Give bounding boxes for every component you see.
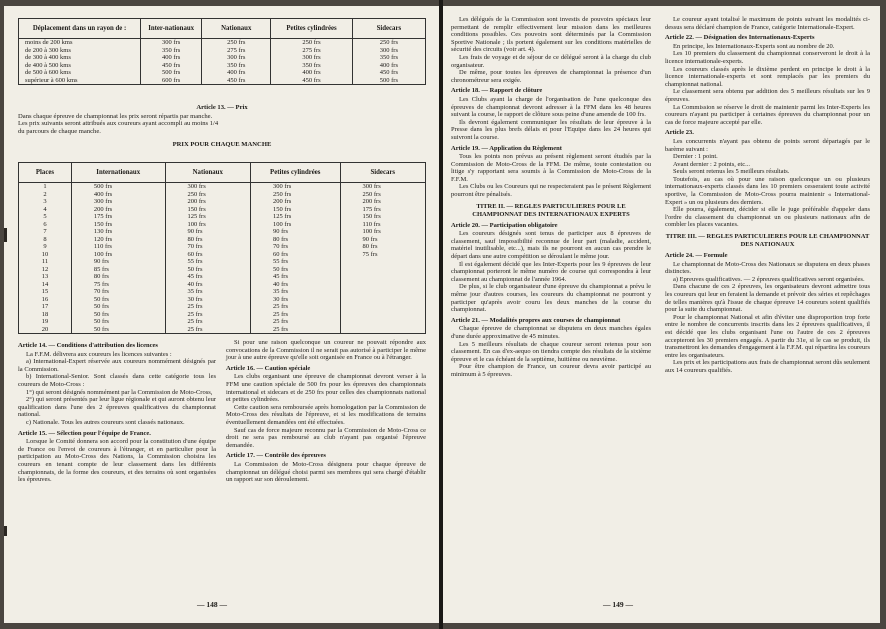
- table-cell: 200 frs: [272, 198, 292, 205]
- table-cell: 25 frs: [272, 310, 288, 318]
- article-13-line: Les prix suivants seront attribués aux coureurs ayant accompli au moins 1/4: [18, 120, 219, 128]
- table-row: [19, 54, 426, 62]
- table-cell: 30 frs: [272, 295, 288, 303]
- article-heading: Article 18. — Rapport de clôture: [451, 87, 543, 95]
- table-cell: de 200 à 300 kms: [19, 47, 141, 55]
- paragraph: Les délégués de la Commission sont investis de pouvoirs spéciaux leur permettant de remplir effectivement leur mission dans les meilleures conditions possibles. Ces pouvoirs sont déterminés par la Commission Sportive Nationale ; ils portent également sur les conditions matérielles de sécurité des circuits (voir art. 4).: [451, 16, 651, 54]
- section-title: TITRE III. — REGLES PARTICULIERES POUR LE CHAMPIONNAT DES NATIONAUX: [665, 233, 870, 249]
- table-cell: 100 frs: [187, 220, 206, 228]
- table-cell: 350 frs: [352, 54, 425, 62]
- table-cell: 250 frs: [187, 190, 206, 198]
- table-cell: 300 frs: [272, 183, 292, 190]
- table-cell: 100 frs: [272, 220, 292, 228]
- table-row: [19, 39, 426, 47]
- table-cell: 90 frs: [362, 235, 378, 243]
- table-cell: 40 frs: [272, 280, 288, 288]
- table-cell: 150 frs: [362, 213, 381, 220]
- page-number: — 149 —: [603, 600, 633, 609]
- table-cell: 300 frs: [93, 198, 113, 205]
- table-cell: 70 frs: [187, 243, 203, 250]
- table-cell: 50 frs: [93, 318, 109, 325]
- paragraph: Pour le championnat National et afin d'éviter une disproportion trop forte entre le nombre de concurrents inscrits dans les 2 épreuves qualificatives, il est décidé que les clubs organisant l'une ou l'autre de ces 2 épreuves accepteront les 30 premiers engagés. A partir du 31e, si le cas se produit, ils transmettront les demandes d'engagement à la F.F.M. qui répartira les coureurs entre les organisateurs.: [665, 313, 870, 359]
- table-cell: 50 frs: [93, 303, 109, 310]
- table-cell: 350 frs: [271, 62, 352, 70]
- paragraph: Il est également décidé que les Inter-Experts pour les 9 épreuves de leur championnat porteront le même numéro de course qui correspondra à leur classement au championnat de l'année 1964.: [451, 260, 651, 283]
- table-cell: 14: [41, 280, 49, 288]
- paragraph: Les prix et les participations aux frais de championnat seront dûs seulement aux 14 coureurs qualifiés.: [665, 359, 870, 374]
- table-cell: de 400 à 500 kms: [19, 62, 141, 70]
- table-cell: 150 frs: [187, 205, 206, 213]
- table-cell: de 300 à 400 kms: [19, 54, 141, 62]
- table-row: [19, 62, 426, 70]
- table-cell: 20: [41, 325, 49, 333]
- table-cell: 90 frs: [187, 228, 203, 235]
- table-cell: 450 frs: [271, 77, 352, 85]
- table-cell: 125 frs: [272, 213, 292, 220]
- paragraph: Les Clubs ou les Coureurs qui ne respecteraient pas le présent Règlement pourront être pénalisés.: [451, 183, 651, 199]
- paragraph: Avant dernier : 2 points, etc...: [673, 160, 750, 168]
- article-heading: Article 21. — Modalités propres aux courses de championnat: [451, 316, 621, 324]
- table-cell: 80 frs: [272, 235, 288, 243]
- table-cell: 500 frs: [93, 183, 113, 190]
- table-cell: 5: [43, 213, 47, 220]
- paragraph: a) Epreuves qualificatives. — 2 épreuves qualificatives seront organisées.: [673, 275, 865, 283]
- table-header: Nationaux: [202, 19, 271, 39]
- table-cell: 400 frs: [202, 69, 271, 77]
- table-cell: 200 frs: [362, 198, 381, 205]
- paragraph: Sauf cas de force majeure reconnu par la Commission de Moto-Cross ce droit ne sera pas remboursé au club n'ayant pas organisé l'épreuve demandée.: [226, 426, 426, 449]
- left-page: [4, 6, 439, 623]
- table-cell: 12: [41, 265, 49, 273]
- table-cell: 18: [41, 310, 49, 318]
- table-cell: 250 frs: [202, 39, 271, 47]
- left-page-column-1: [18, 339, 216, 484]
- table-cell: 60 frs: [187, 250, 203, 258]
- table-row: [19, 77, 426, 85]
- right-page-column-1: [451, 16, 651, 379]
- table-cell: 25 frs: [272, 325, 288, 333]
- internationaux-column: [71, 183, 165, 334]
- table-cell: 175 frs: [362, 205, 381, 213]
- table-cell: 25 frs: [272, 318, 288, 325]
- table-header: Internationaux: [71, 163, 165, 183]
- table-cell: 80 frs: [93, 273, 109, 280]
- table-cell: 450 frs: [352, 69, 425, 77]
- section-title: TITRE II. — REGLES PARTICULIERES POUR LE CHAMPIONNAT DES INTERNATIONAUX EXPERTS: [472, 202, 630, 218]
- table-cell: 275 frs: [202, 47, 271, 55]
- table-cell: 1: [43, 183, 47, 190]
- paragraph: La F.F.M. délivrera aux coureurs les licences suivantes :: [26, 350, 172, 358]
- paragraph: Le championnat de Moto-Cross des Nationaux se disputera en deux phases distinctes.: [665, 260, 870, 276]
- page-number: — 148 —: [197, 600, 227, 609]
- petites-cylindrees-column: [250, 183, 340, 334]
- margin-mark: [4, 526, 7, 536]
- table-cell: 450 frs: [141, 62, 202, 70]
- table-cell: 130 frs: [93, 228, 113, 235]
- paragraph: En principe, les Internationaux-Experts sont au nombre de 20.: [673, 42, 835, 50]
- table-cell: 300 frs: [271, 54, 352, 62]
- table-header: Sidecars: [352, 19, 425, 39]
- margin-mark: [4, 228, 7, 242]
- table-cell: 150 frs: [272, 205, 292, 213]
- table-cell: 16: [41, 295, 49, 303]
- table-cell: 45 frs: [187, 273, 203, 280]
- table-cell: 25 frs: [187, 303, 203, 310]
- table-cell: 300 frs: [187, 183, 206, 190]
- table-cell: 35 frs: [187, 288, 203, 295]
- table-cell: 9: [43, 243, 47, 250]
- table-cell: 250 frs: [271, 39, 352, 47]
- table-cell: 4: [43, 205, 47, 213]
- table-cell: 55 frs: [187, 258, 203, 265]
- table-cell: 70 frs: [272, 243, 288, 250]
- paragraph: Dernier : 1 point.: [673, 153, 718, 161]
- paragraph: Dans chacune de ces 2 épreuves, les organisateurs devront admettre tous les coureurs qui leur en feraient la demande et prévoir des séries et repêchages de telles manières qu'à l'issue de chaque épreuve 14 coureurs soient qualifiés pour la suite du championnat.: [665, 283, 870, 314]
- paragraph: Tous les points non prévus au présent règlement seront étudiés par la Commission de Moto-Cross de la FFM. De même, toute contestation ou litige s'y rapportant sera soumis à la Commission de Moto-Cross de la F.F.M.: [451, 153, 651, 183]
- paragraph: De plus, si le club organisateur d'une épreuve du championnat a prévu le même jour d'autres courses, les coureurs du championnat ne pourront y participer qu'après avoir couru les deux manches de la course du championnat.: [451, 283, 651, 314]
- table-cell: 55 frs: [272, 258, 288, 265]
- table-cell: 25 frs: [187, 325, 203, 333]
- article-heading: Article 16. — Caution spéciale: [226, 364, 311, 372]
- table-header: Inter-nationaux: [141, 19, 202, 39]
- table-header: Places: [19, 163, 72, 183]
- table-cell: 400 frs: [93, 190, 113, 198]
- paragraph: La Commission de Moto-Cross désignera pour chaque épreuve de championnat un délégué choisi parmi ses membres qui sera chargé d'établir un rapport sur son déroulement.: [226, 460, 426, 484]
- table-cell: 85 frs: [93, 265, 109, 273]
- article-13: [18, 104, 426, 149]
- table-cell: 50 frs: [272, 265, 288, 273]
- table-cell: 11: [41, 258, 49, 265]
- table-cell: 50 frs: [187, 265, 203, 273]
- paragraph: Les coureurs classés après le dixième perdent en principe le droit à la licence internationale-experts et sont remplacés par les premiers du championnat national.: [665, 65, 870, 88]
- nationaux-column: [165, 183, 250, 334]
- table-header: Nationaux: [165, 163, 250, 183]
- table-cell: 200 frs: [93, 205, 113, 213]
- paragraph: Toutefois, au cas où pour une raison quelconque un ou plusieurs internationaux-experts classés dans les 10 premiers cesseraient toute activité sportive, la Commission de Moto-Cross pourra maintenir « International-Expert » un ou plusieurs des derniers.: [665, 175, 870, 206]
- article-heading: Article 23.: [665, 129, 694, 137]
- table-cell: 25 frs: [187, 318, 203, 325]
- article-heading: Article 15. — Sélection pour l'équipe de France.: [18, 429, 151, 437]
- article-heading: Article 14. — Conditions d'attribution des licences: [18, 342, 158, 349]
- paragraph: b) International-Senior. Sont classés dans cette catégorie tous les coureurs de Moto-Cross :: [18, 373, 216, 388]
- table-cell: 400 frs: [271, 69, 352, 77]
- paragraph: Les clubs organisant une épreuve de championnat devront verser à la FFM une caution spéciale de 500 frs pour les épreuves des championnats international et sidecars et de 250 frs pour celles des championnats national et petites cylindrées.: [226, 373, 426, 404]
- table-cell: 10: [41, 250, 49, 258]
- table-cell: 50 frs: [93, 310, 109, 318]
- table-header: Petites cylindrées: [271, 19, 352, 39]
- paragraph: Le coureur ayant totalisé le maximum de points suivant les modalités ci-dessus sera déclaré champion de France, catégorie Internationale-Expert.: [665, 16, 870, 31]
- table-cell: 8: [43, 235, 47, 243]
- table-cell: 50 frs: [93, 295, 109, 303]
- table-cell: 175 frs: [93, 213, 113, 220]
- table-cell: 350 frs: [202, 62, 271, 70]
- paragraph: Les Clubs ayant la charge de l'organisation de l'une quelconque des épreuves de championnat devront adresser à la FFM dans les 48 heures suivant la course, le rapport de clôture sous peine d'une amende de 100 frs.: [451, 95, 651, 119]
- paragraph: Les 5 meilleurs résultats de chaque coureur seront retenus pour son classement. En cas d'ex-aequo on tiendra compte des résultats de la sixième épreuve et le cas échéant de la septième, huitième ou neuvième.: [451, 340, 651, 363]
- table-header: Petites cylindrées: [250, 163, 340, 183]
- prize-table-title: PRIX POUR CHAQUE MANCHE: [172, 141, 272, 149]
- table-cell: 90 frs: [272, 228, 288, 235]
- paragraph: Les concurrents n'ayant pas obtenu de points seront départagés par le barème suivant :: [665, 137, 870, 153]
- left-page-column-2: [226, 339, 426, 484]
- table-cell: 25 frs: [187, 310, 203, 318]
- table-cell: 75 frs: [93, 280, 109, 288]
- table-cell: 7: [43, 228, 47, 235]
- paragraph: 2°) qui seront présentés par leur ligue régionale et qui auront obtenu leur qualification dans l'une des 2 épreuves qualificatives du championnat national.: [18, 396, 216, 419]
- paragraph: Chaque épreuve de championnat se disputera en deux manches égales d'une durée approximative de 45 minutes.: [451, 325, 651, 340]
- table-cell: 13: [41, 273, 49, 280]
- paragraph: 1°) qui seront désignés nommément par la Commission de Moto-Cross,: [26, 388, 213, 396]
- table-header: Sidecars: [340, 163, 425, 183]
- table-cell: 500 frs: [352, 77, 425, 85]
- prize-table: [18, 162, 426, 334]
- right-page-column-2: [665, 16, 870, 375]
- table-cell: 80 frs: [362, 243, 378, 250]
- table-cell: 19: [41, 318, 49, 325]
- paragraph: c) Nationale. Tous les autres coureurs sont classés nationaux.: [26, 418, 185, 426]
- table-cell: 2: [43, 190, 47, 198]
- table-cell: 250 frs: [352, 39, 425, 47]
- paragraph: Lorsque le Comité donnera son accord pour la constitution d'une équipe de France ou l'envoi de coureurs à l'étranger, et en particulier pour la participation au Moto-Cross des Nations, la Commission choisira les coureurs en tenant compte de leur classement dans les différents championnats, de la forme des coureurs, et des terrains où sont organisées les épreuves.: [18, 438, 216, 484]
- table-cell: 17: [41, 303, 49, 310]
- article-13-line: Dans chaque épreuve de championnat les prix seront répartis par manche.: [18, 112, 213, 120]
- table-cell: 275 frs: [271, 47, 352, 55]
- places-column: [19, 183, 72, 334]
- table-cell: 50 frs: [93, 325, 109, 333]
- paragraph: Pour être champion de France, un coureur devra avoir participé au minimum à 5 épreuves.: [451, 363, 651, 378]
- table-cell: 600 frs: [141, 77, 202, 85]
- table-cell: 300 frs: [352, 47, 425, 55]
- paragraph: a) International-Expert réservée aux coureurs nommément désignés par la Commission.: [18, 358, 216, 373]
- article-13-title: Article 13. — Prix: [196, 104, 248, 111]
- article-heading: Article 24. — Formule: [665, 252, 728, 260]
- paragraph: Elle pourra, également, décider si elle le juge préférable d'appeler dans l'ordre du classement du championnat un ou plusieurs nationaux afin de combler les places vacantes.: [665, 206, 870, 229]
- table-cell: 100 frs: [93, 250, 113, 258]
- paragraph: Seuls seront retenus les 5 meilleurs résultats.: [673, 168, 790, 176]
- table-cell: 3: [43, 198, 47, 205]
- table-cell: 200 frs: [187, 198, 206, 205]
- paragraph: Le classement sera obtenu par addition des 5 meilleurs résultats sur les 9 épreuves.: [665, 88, 870, 103]
- table-cell: 100 frs: [362, 228, 381, 235]
- table-cell: 35 frs: [272, 288, 288, 295]
- article-heading: Article 20. — Participation obligatoire: [451, 221, 558, 229]
- paragraph: Cette caution sera remboursée après homologation par la Commission de Moto-Cross des résultats de l'épreuve, et si les modifications de terrains éventuellement demandées ont été effectuées.: [226, 403, 426, 426]
- table-cell: 75 frs: [362, 250, 378, 258]
- article-heading: Article 22. — Désignation des Internationaux-Experts: [665, 34, 815, 42]
- right-page: [443, 6, 880, 623]
- table-cell: 350 frs: [141, 47, 202, 55]
- table-header: Déplacement dans un rayon de :: [19, 19, 141, 39]
- table-cell: 40 frs: [187, 280, 203, 288]
- paragraph: Les frais de voyage et de séjour de ce délégué seront à la charge du club organisateur.: [451, 53, 651, 69]
- table-cell: 70 frs: [93, 288, 109, 295]
- article-13-line: du parcours de chaque manche.: [18, 127, 101, 135]
- table-cell: 400 frs: [352, 62, 425, 70]
- table-cell: moins de 200 kms: [19, 39, 141, 47]
- table-cell: 15: [41, 288, 49, 295]
- table-cell: supérieur à 600 kms: [19, 77, 141, 85]
- table-cell: de 500 à 600 kms: [19, 69, 141, 77]
- table-cell: 60 frs: [272, 250, 288, 258]
- table-cell: 400 frs: [141, 54, 202, 62]
- table-cell: 110 frs: [93, 243, 112, 250]
- article-heading: Article 17. — Contrôle des épreuves: [226, 452, 326, 460]
- table-cell: 300 frs: [141, 39, 202, 47]
- table-row: [19, 69, 426, 77]
- table-cell: 125 frs: [187, 213, 206, 220]
- table-cell: 80 frs: [187, 235, 203, 243]
- table-cell: 6: [43, 220, 47, 228]
- paragraph: Les 10 premiers du classement du championnat conserveront le droit à la licence internationale-experts.: [665, 50, 870, 65]
- table-cell: 300 frs: [362, 183, 381, 190]
- travel-allowance-table: [18, 18, 426, 85]
- table-cell: 120 frs: [93, 235, 113, 243]
- sidecars-column: [340, 183, 425, 334]
- table-cell: 250 frs: [272, 190, 292, 198]
- table-cell: 90 frs: [93, 258, 109, 265]
- table-cell: 500 frs: [141, 69, 202, 77]
- paragraph: De même, pour toutes les épreuves de championnat la présence d'un chronométreur sera exigée.: [451, 69, 651, 84]
- table-cell: 150 frs: [93, 220, 113, 228]
- paragraph: Si pour une raison quelconque un coureur ne pouvait répondre aux convocations de la Commission il ne serait pas autorisé à participer le même jour à une autre épreuve qu'elle soit organisée en France ou à l'étranger.: [226, 339, 426, 362]
- table-cell: 45 frs: [272, 273, 288, 280]
- table-cell: 250 frs: [362, 190, 381, 198]
- paragraph: La Commission se réserve le droit de maintenir parmi les Inter-Experts les coureurs n'ayant pu participer à certaines épreuves du championnat pour un cas de force majeure accepté par elle.: [665, 103, 870, 126]
- table-row: [19, 47, 426, 55]
- table-cell: 25 frs: [272, 303, 288, 310]
- table-cell: 450 frs: [202, 77, 271, 85]
- table-cell: 30 frs: [187, 295, 203, 303]
- table-cell: 300 frs: [202, 54, 271, 62]
- article-heading: Article 19. — Application du Règlement: [451, 144, 562, 152]
- paragraph: Ils devront également communiquer les résultats de leur épreuve à la Presse dans les plus brefs délais et pour l'Equipe dans les 24 heures qui suivront la course.: [451, 118, 651, 141]
- table-cell: 110 frs: [362, 220, 381, 228]
- paragraph: Les coureurs désignés sont tenus de participer aux 8 épreuves de classement, sauf impossibilité reconnue de leur part (maladie, accident, matériel inutilisable, etc...), mais ils ne pourront en aucun cas prendre le départ dans une autre compétition se déroulant le même jour.: [451, 230, 651, 261]
